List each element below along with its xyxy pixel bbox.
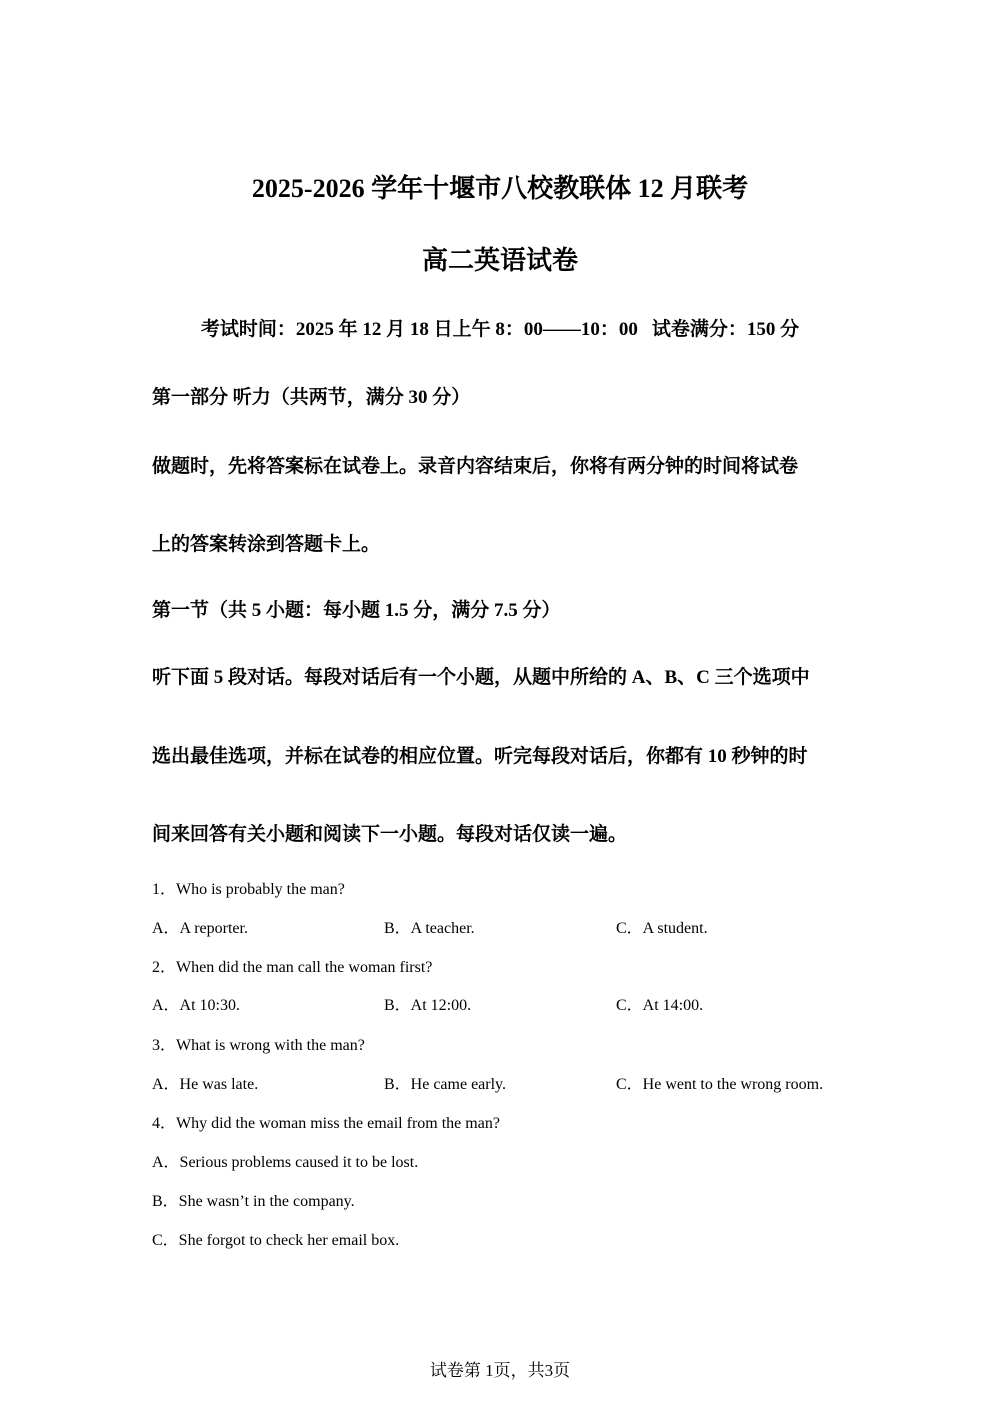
instruction-line-2: 上的答案转涂到答题卡上。 xyxy=(152,534,381,555)
section1-heading: 第一节（共 5 小题：每小题 1.5 分，满分 7.5 分） xyxy=(152,600,561,621)
option-b: B．At 12:00. xyxy=(384,997,472,1014)
question-stem: 3．What is wrong with the man? xyxy=(152,1037,365,1054)
section1-line-2: 选出最佳选项，并标在试卷的相应位置。听完每段对话后，你都有 10 秒钟的时 xyxy=(152,746,808,767)
question-stem: 4．Why did the woman miss the email from the man? xyxy=(152,1115,500,1132)
full-score: 试卷满分：150 分 xyxy=(651,319,800,340)
question-stem: 1．Who is probably the man? xyxy=(152,881,345,898)
instruction-line-1: 做题时，先将答案标在试卷上。录音内容结束后，你将有两分钟的时间将试卷 xyxy=(152,456,799,477)
option-b: B．A teacher. xyxy=(384,920,475,937)
exam-subtitle: 高二英语试卷 xyxy=(421,246,578,275)
section1-line-1: 听下面 5 段对话。每段对话后有一个小题，从题中所给的 A、B、C 三个选项中 xyxy=(152,667,810,688)
option-a: A．At 10:30. xyxy=(152,997,241,1014)
part1-heading: 第一部分 听力（共两节，满分 30 分） xyxy=(152,387,471,408)
option-a: A．A reporter. xyxy=(152,920,248,937)
page-footer: 试卷第 1页，共3页 xyxy=(429,1361,571,1380)
option-a: A．Serious problems caused it to be lost. xyxy=(152,1154,419,1171)
option-b: B．He came early. xyxy=(384,1076,507,1093)
option-b: B．She wasn’t in the company. xyxy=(152,1193,355,1210)
section1-line-3: 间来回答有关小题和阅读下一小题。每段对话仅读一遍。 xyxy=(152,824,628,845)
option-c: C．At 14:00. xyxy=(616,997,704,1014)
question-stem: 2．When did the man call the woman first? xyxy=(152,959,433,976)
option-a: A．He was late. xyxy=(152,1076,259,1093)
exam-info-line xyxy=(0,314,1000,341)
option-c: C．She forgot to check her email box. xyxy=(152,1232,400,1249)
exam-time: 考试时间：2025 年 12 月 18 日上午 8：00——10：00 xyxy=(200,319,638,340)
exam-title: 2025-2026 学年十堰市八校教联体 12 月联考 xyxy=(251,174,749,203)
option-c: C．He went to the wrong room. xyxy=(616,1076,824,1093)
option-c: C．A student. xyxy=(616,920,708,937)
